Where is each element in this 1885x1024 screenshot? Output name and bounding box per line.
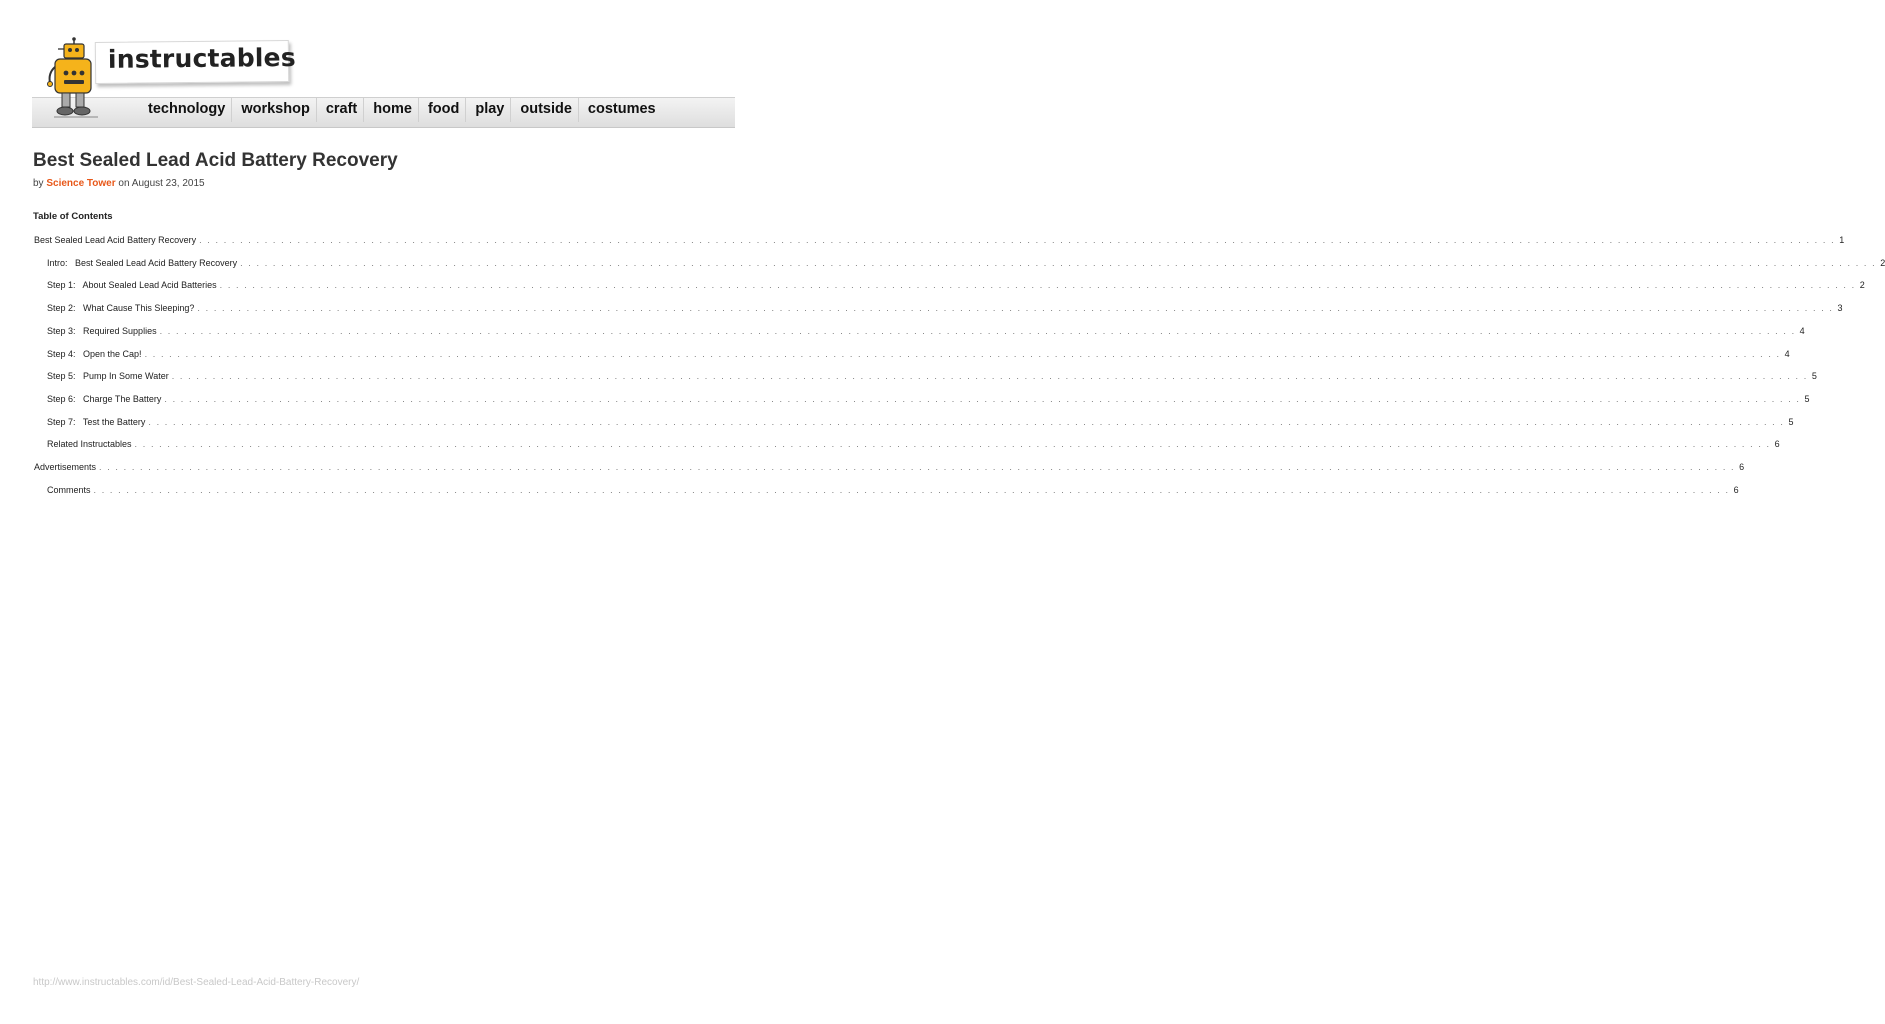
toc-entry-label: Step 7: Test the Battery — [47, 416, 146, 427]
toc-leader-dots: . . . . . . . . . . . . . . . . . . . . . . . . . . . . . . . . . . . . . . . . . . . . . . . . . . . . . . . . . . . . . . . . . . . . . . . . . . . . . . . . . . . . . . . . . . . . . . . . . . . . . . . . . . . . . . . . . . . . . . . . . . . . . . . . . . . . . . . . . . . . . . . . . . . . . . . . . . . . . . . . . . . . . . . . . . . . . . . . . . . . . . . . . . . . . . . . . . . . . . . . — [148, 416, 1785, 427]
toc-entry[interactable] — [47, 416, 1794, 431]
toc-page-number: 2 — [1859, 280, 1865, 291]
publish-date: on August 23, 2015 — [118, 178, 205, 189]
nav-menu — [142, 98, 665, 127]
toc-entry-label: Step 4: Open the Cap! — [47, 348, 142, 359]
toc-entry[interactable] — [47, 257, 1885, 272]
nav-item-craft[interactable]: craft — [320, 98, 364, 122]
toc-leader-dots: . . . . . . . . . . . . . . . . . . . . . . . . . . . . . . . . . . . . . . . . . . . . . . . . . . . . . . . . . . . . . . . . . . . . . . . . . . . . . . . . . . . . . . . . . . . . . . . . . . . . . . . . . . . . . . . . . . . . . . . . . . . . . . . . . . . . . . . . . . . . . . . . . . . . . . . . . . . . . . . . . . . . . . . . . . . . . . . . . . . . . . . . . . . . . . . . . . . . . . . . — [219, 280, 1856, 291]
toc-page-number: 3 — [1837, 303, 1843, 314]
toc-leader-dots: . . . . . . . . . . . . . . . . . . . . . . . . . . . . . . . . . . . . . . . . . . . . . . . . . . . . . . . . . . . . . . . . . . . . . . . . . . . . . . . . . . . . . . . . . . . . . . . . . . . . . . . . . . . . . . . . . . . . . . . . . . . . . . . . . . . . . . . . . . . . . . . . . . . . . . . . . . . . . . . . . . . . . . . . . . . . . . . . . . . . . . . . . . . . . . . . . . . . . . . . — [93, 484, 1730, 495]
toc-leader-dots: . . . . . . . . . . . . . . . . . . . . . . . . . . . . . . . . . . . . . . . . . . . . . . . . . . . . . . . . . . . . . . . . . . . . . . . . . . . . . . . . . . . . . . . . . . . . . . . . . . . . . . . . . . . . . . . . . . . . . . . . . . . . . . . . . . . . . . . . . . . . . . . . . . . . . . . . . . . . . . . . . . . . . . . . . . . . . . . . . . . . . . . . . . . . . . . . . . . . . . . . — [171, 371, 1808, 382]
nav-item-home[interactable]: home — [367, 98, 419, 122]
toc-entry-label: Related Instructables — [47, 439, 132, 450]
nav-item-food[interactable]: food — [422, 98, 466, 122]
toc-entry[interactable] — [47, 303, 1843, 317]
nav-item-costumes[interactable]: costumes — [587, 101, 656, 117]
toc-entry[interactable] — [47, 325, 1805, 340]
toc-entry[interactable] — [47, 371, 1817, 385]
logo-banner[interactable] — [95, 40, 296, 84]
toc-entry-label: Step 6: Charge The Battery — [47, 393, 162, 404]
toc-heading: Table of Contents — [33, 211, 113, 222]
toc-entry-label: Intro: Best Sealed Lead Acid Battery Recovery — [47, 257, 238, 268]
toc-leader-dots: . . . . . . . . . . . . . . . . . . . . . . . . . . . . . . . . . . . . . . . . . . . . . . . . . . . . . . . . . . . . . . . . . . . . . . . . . . . . . . . . . . . . . . . . . . . . . . . . . . . . . . . . . . . . . . . . . . . . . . . . . . . . . . . . . . . . . . . . . . . . . . . . . . . . . . . . . . . . . . . . . . . . . . . . . . . . . . . . . . . . . . . . . . . . . . . . . . . . . . . . — [134, 439, 1771, 450]
toc-page-number: 2 — [1880, 257, 1885, 268]
toc-entry-label: Comments — [47, 484, 91, 495]
toc-page-number: 4 — [1799, 325, 1805, 336]
nav-bar — [32, 97, 735, 128]
toc-entry[interactable] — [47, 348, 1790, 363]
nav-item-outside[interactable]: outside — [514, 98, 579, 122]
toc-entry[interactable] — [47, 484, 1739, 499]
toc-entry-label: Step 1: About Sealed Lead Acid Batteries — [47, 280, 217, 291]
toc-page-number: 6 — [1739, 462, 1745, 472]
toc-entry-label: Step 3: Required Supplies — [47, 325, 157, 336]
toc-entry[interactable] — [47, 439, 1780, 453]
toc-page-number: 1 — [1839, 235, 1845, 245]
toc-page-number: 5 — [1804, 393, 1810, 404]
article-title: Best Sealed Lead Acid Battery Recovery — [33, 150, 398, 171]
nav-item-play[interactable]: play — [469, 98, 511, 122]
nav-item-technology[interactable]: technology — [142, 98, 232, 122]
toc-entry[interactable] — [47, 393, 1810, 408]
logo-text: instructables — [107, 42, 296, 74]
toc-leader-dots: . . . . . . . . . . . . . . . . . . . . . . . . . . . . . . . . . . . . . . . . . . . . . . . . . . . . . . . . . . . . . . . . . . . . . . . . . . . . . . . . . . . . . . . . . . . . . . . . . . . . . . . . . . . . . . . . . . . . . . . . . . . . . . . . . . . . . . . . . . . . . . . . . . . . . . . . . . . . . . . . . . . . . . . . . . . . . . . . . . . . . . . . . . . . . . . . . . . . . . . . — [197, 303, 1834, 314]
toc-leader-dots: . . . . . . . . . . . . . . . . . . . . . . . . . . . . . . . . . . . . . . . . . . . . . . . . . . . . . . . . . . . . . . . . . . . . . . . . . . . . . . . . . . . . . . . . . . . . . . . . . . . . . . . . . . . . . . . . . . . . . . . . . . . . . . . . . . . . . . . . . . . . . . . . . . . . . . . . . . . . . . . . . . . . . . . . . . . . . . . . . . . . . . . . . . . . . . . . . . . . . . . . — [240, 257, 1877, 268]
toc-page-number: 6 — [1733, 484, 1739, 495]
toc-page-number: 5 — [1788, 416, 1794, 427]
toc-entry-label: Step 5: Pump In Some Water — [47, 371, 169, 382]
footer-url[interactable]: http://www.instructables.com/id/Best-Sealed-Lead-Acid-Battery-Recovery/ — [33, 977, 360, 988]
by-prefix: by — [33, 178, 44, 189]
toc-entry[interactable] — [34, 235, 1845, 249]
toc-leader-dots: . . . . . . . . . . . . . . . . . . . . . . . . . . . . . . . . . . . . . . . . . . . . . . . . . . . . . . . . . . . . . . . . . . . . . . . . . . . . . . . . . . . . . . . . . . . . . . . . . . . . . . . . . . . . . . . . . . . . . . . . . . . . . . . . . . . . . . . . . . . . . . . . . . . . . . . . . . . . . . . . . . . . . . . . . . . . . . . . . . . . . . . . . . . . . . . . . . . . . . . . — [144, 348, 1781, 359]
nav-item-workshop[interactable]: workshop — [235, 98, 316, 122]
toc-entry-label: Advertisements — [34, 462, 97, 472]
toc-entry-label: Step 2: What Cause This Sleeping? — [47, 303, 195, 314]
byline — [33, 178, 205, 189]
author-link[interactable]: Science Tower — [46, 178, 116, 189]
toc-entry[interactable] — [34, 462, 1745, 476]
site-header — [0, 0, 768, 130]
toc-leader-dots: . . . . . . . . . . . . . . . . . . . . . . . . . . . . . . . . . . . . . . . . . . . . . . . . . . . . . . . . . . . . . . . . . . . . . . . . . . . . . . . . . . . . . . . . . . . . . . . . . . . . . . . . . . . . . . . . . . . . . . . . . . . . . . . . . . . . . . . . . . . . . . . . . . . . . . . . . . . . . . . . . . . . . . . . . . . . . . . . . . . . . . . . . . . . . . . . . . . . . . . . — [199, 235, 1836, 245]
toc-page-number: 5 — [1811, 371, 1817, 382]
toc-entry-label: Best Sealed Lead Acid Battery Recovery — [34, 235, 197, 245]
toc-page-number: 6 — [1774, 439, 1780, 450]
toc-entry[interactable] — [47, 280, 1865, 294]
robot-mascot-icon — [46, 37, 112, 121]
toc-page-number: 4 — [1784, 348, 1790, 359]
toc-leader-dots: . . . . . . . . . . . . . . . . . . . . . . . . . . . . . . . . . . . . . . . . . . . . . . . . . . . . . . . . . . . . . . . . . . . . . . . . . . . . . . . . . . . . . . . . . . . . . . . . . . . . . . . . . . . . . . . . . . . . . . . . . . . . . . . . . . . . . . . . . . . . . . . . . . . . . . . . . . . . . . . . . . . . . . . . . . . . . . . . . . . . . . . . . . . . . . . . . . . . . . . . — [99, 462, 1736, 472]
toc-leader-dots: . . . . . . . . . . . . . . . . . . . . . . . . . . . . . . . . . . . . . . . . . . . . . . . . . . . . . . . . . . . . . . . . . . . . . . . . . . . . . . . . . . . . . . . . . . . . . . . . . . . . . . . . . . . . . . . . . . . . . . . . . . . . . . . . . . . . . . . . . . . . . . . . . . . . . . . . . . . . . . . . . . . . . . . . . . . . . . . . . . . . . . . . . . . . . . . . . . . . . . . . — [164, 393, 1801, 404]
toc-leader-dots: . . . . . . . . . . . . . . . . . . . . . . . . . . . . . . . . . . . . . . . . . . . . . . . . . . . . . . . . . . . . . . . . . . . . . . . . . . . . . . . . . . . . . . . . . . . . . . . . . . . . . . . . . . . . . . . . . . . . . . . . . . . . . . . . . . . . . . . . . . . . . . . . . . . . . . . . . . . . . . . . . . . . . . . . . . . . . . . . . . . . . . . . . . . . . . . . . . . . . . . . — [159, 325, 1796, 336]
